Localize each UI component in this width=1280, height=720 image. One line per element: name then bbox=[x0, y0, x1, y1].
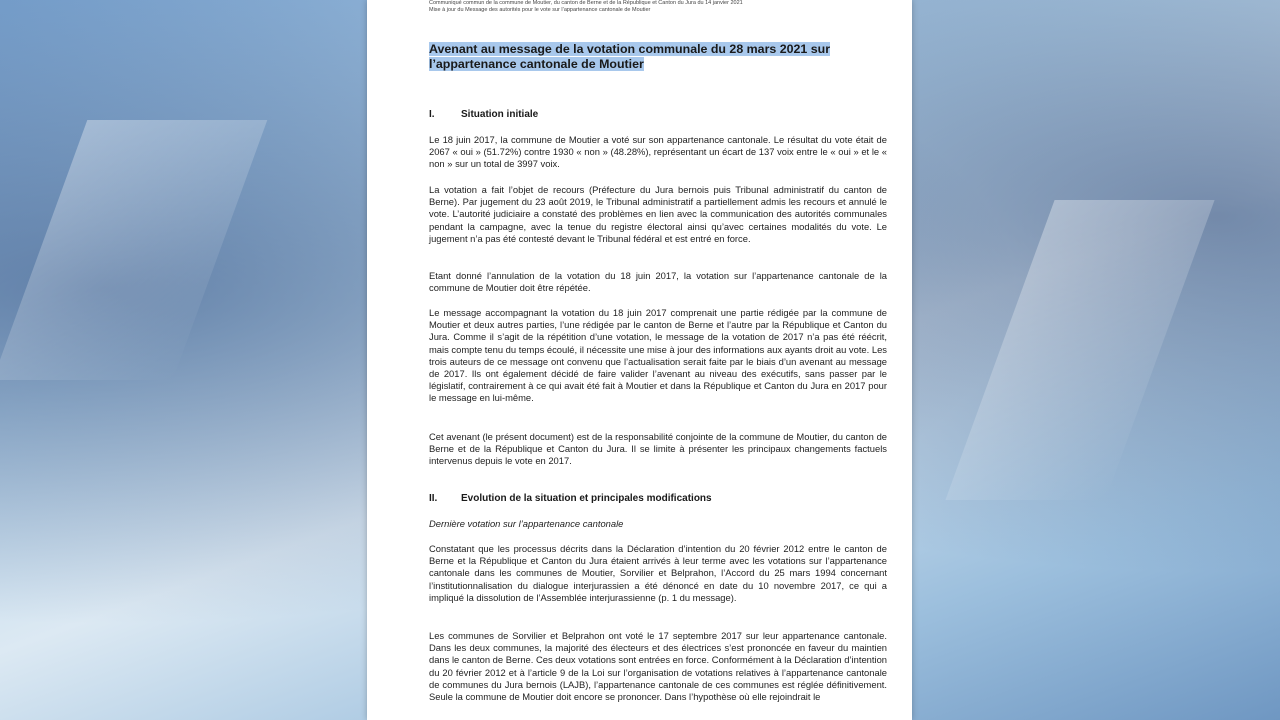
section-number: II. bbox=[429, 493, 438, 504]
document-title bbox=[429, 42, 889, 72]
paragraph: Etant donné l’annulation de la votation du 18 juin 2017, la votation sur l’appartenance cantonale de la commune de Moutier doit être répétée. bbox=[429, 270, 887, 294]
background-shard bbox=[945, 200, 1214, 500]
header-line: Mise à jour du Message des autorités pour le vote sur l’appartenance cantonale de Moutier bbox=[429, 7, 651, 13]
section-heading bbox=[429, 109, 538, 120]
paragraph: Les communes de Sorvilier et Belprahon ont voté le 17 septembre 2017 sur leur appartenance cantonale. Dans les deux communes, la majorité des électeurs et des électrices s’est prononcée en faveur du maintien dans le canton de Berne. Ces deux votations sont entrées en force. Conformément à la Déclaration d’intention du 20 février 2012 et à l’article 9 de la Loi sur l’organisation de votations relatives à l’appartenance cantonale de communes du Jura bernois (LAJB), l’appartenance cantonale de ces communes est réglée définitivement. Seule la commune de Moutier doit encore se prononcer. Dans l’hypothèse où elle rejoindrait le bbox=[429, 630, 887, 703]
paragraph: Cet avenant (le présent document) est de la responsabilité conjointe de la commune de Moutier, du canton de Berne et de la République et Canton du Jura. Il se limite à présenter les principaux changements factuels intervenus depuis le vote en 2017. bbox=[429, 431, 887, 467]
paragraph: Le message accompagnant la votation du 18 juin 2017 comprenait une partie rédigée par la commune de Moutier et deux autres parties, l’une rédigée par le canton de Berne et l’autre par la République et Canton du Jura. Comme il s’agit de la répétition d’une votation, le message de la votation de 2017 n’a pas été réécrit, mais compte tenu du temps écoulé, il nécessite une mise à jour des informations aux ayants droit au vote. Les trois auteurs de ce message ont convenu que l’actualisation serait faite par le biais d’un avenant au message de 2017. Ils ont également décidé de faire valider l’avenant au niveau des exécutifs, sans passer par le législatif, contrairement à ce qui avait été fait à Moutier et dans la République et Canton du Jura en 2017 pour le message en lui-même. bbox=[429, 307, 887, 404]
paragraph: La votation a fait l’objet de recours (Préfecture du Jura bernois puis Tribunal administratif du canton de Berne). Par jugement du 23 août 2019, le Tribunal administratif a partiellement admis les recours et annulé le vote. L’autorité judiciaire a constaté des problèmes en lien avec la communication des autorités communales pendant la campagne, avec la tenue du registre électoral ainsi qu’avec certaines modalités du vote. Le jugement n’a pas été contesté devant le Tribunal fédéral et est entré en force. bbox=[429, 184, 887, 244]
document-page bbox=[367, 0, 912, 720]
document-title-text: Avenant au message de la votation communale du 28 mars 2021 sur l’appartenance cantonale de Moutier bbox=[429, 42, 831, 71]
section-heading bbox=[429, 493, 712, 504]
page-header bbox=[429, 0, 899, 14]
section-title: Evolution de la situation et principales modifications bbox=[461, 493, 712, 504]
background-shard bbox=[0, 120, 267, 380]
header-line: Communiqué commun de la commune de Moutier, du canton de Berne et de la République et Canton du Jura du 14 janvier 2021 bbox=[429, 0, 743, 6]
subheading: Dernière votation sur l’appartenance cantonale bbox=[429, 518, 624, 529]
section-title: Situation initiale bbox=[461, 109, 539, 120]
paragraph: Constatant que les processus décrits dans la Déclaration d’intention du 20 février 2012 entre le canton de Berne et la République et Canton du Jura étaient arrivés à leur terme avec les votations sur l’appartenance cantonale dans les communes de Moutier, Sorvilier et Belprahon, l’Accord du 25 mars 1994 concernant l’institutionnalisation du dialogue interjurassien a été dénoncé en date du 10 novembre 2017, ce qui a impliqué la dissolution de l’Assemblée interjurassienne (p. 1 du message). bbox=[429, 543, 887, 603]
paragraph: Le 18 juin 2017, la commune de Moutier a voté sur son appartenance cantonale. Le résultat du vote était de 2067 « oui » (51.72%) contre 1930 « non » (48.28%), représentant un écart de 137 voix entre le « oui » et le « non » sur un total de 3997 voix. bbox=[429, 134, 887, 170]
section-number: I. bbox=[429, 109, 435, 120]
